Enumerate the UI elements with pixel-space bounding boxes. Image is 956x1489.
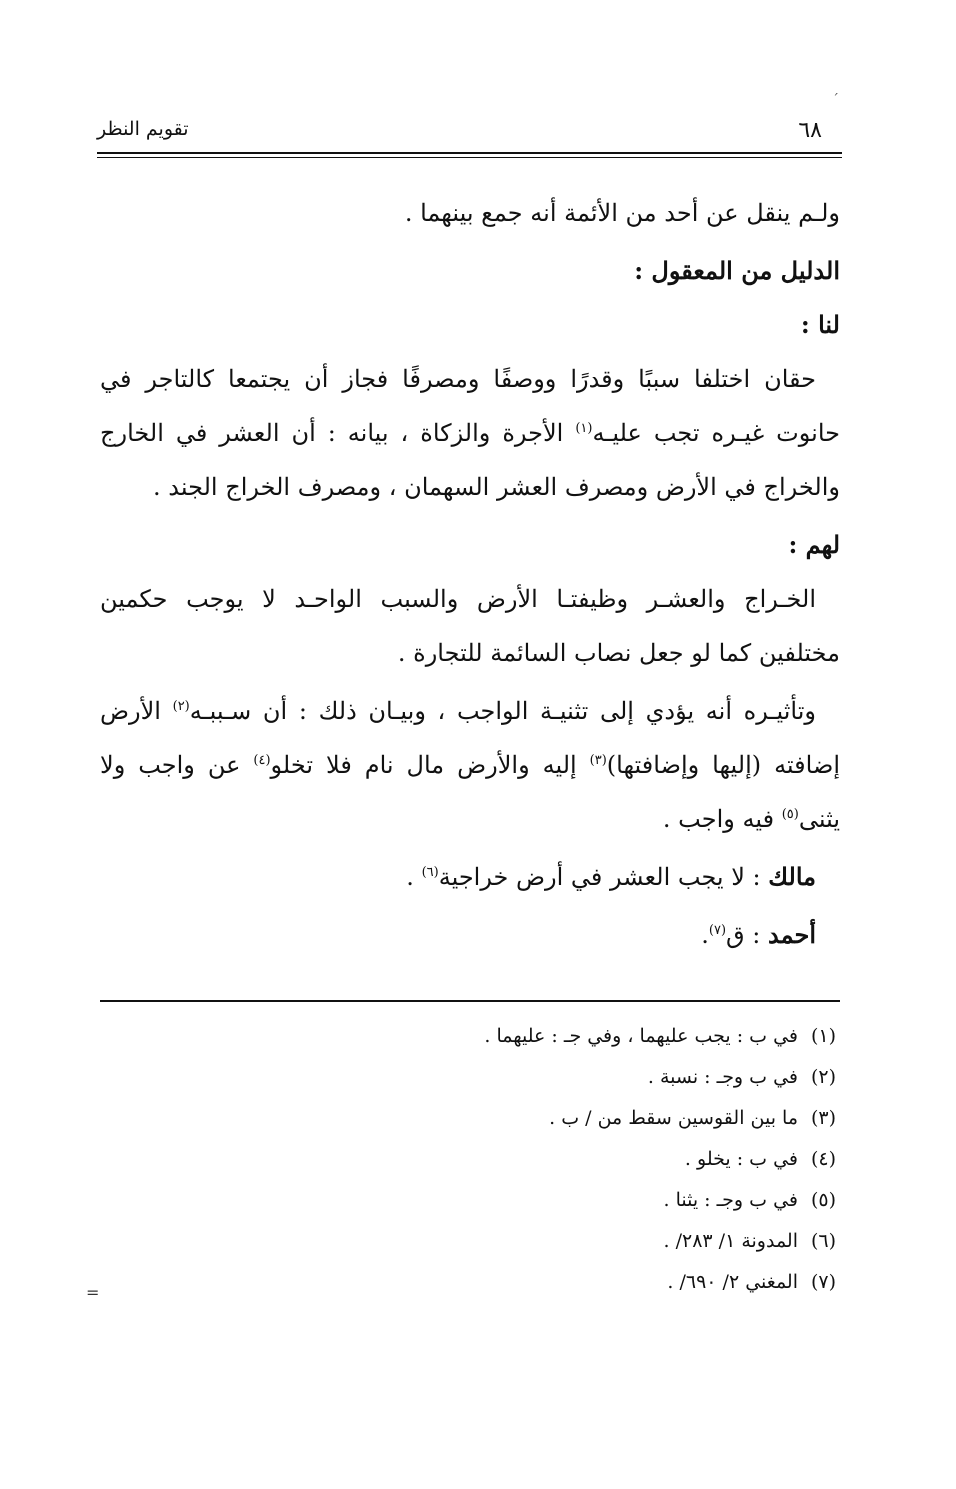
header-rule-thick [97, 152, 842, 154]
footnote-2 [100, 1057, 840, 1098]
paragraph-4-part-a: وتأثيـره أنه يؤدي إلى تثنيـة الواجب ، وبيـان ذلك : أن سـببـه [189, 697, 816, 725]
footnote-number: (٦) [810, 1230, 836, 1252]
paragraph-2-part-a: حقان اختلفا سببًا وقدرًا ووصفًا ومصرفًا فجاز أن يجتمعا كالتاجر في حانوت غيـره تجب عليـه [100, 365, 840, 447]
paragraph-4-part-c: إليه والأرض مال نام فلا تخلو [270, 751, 590, 779]
malik-text: : لا يجب العشر في أرض خراجية [438, 863, 769, 891]
footnote-number: (٣) [810, 1107, 836, 1129]
footnote-number: (٢) [810, 1066, 836, 1088]
running-title: تقويم النظر [97, 118, 189, 140]
page-number: ٦٨ [798, 118, 822, 143]
footnote-number: (١) [810, 1025, 836, 1047]
paragraph-1: ولـم ينقل عن أحد من الأئمة أنه جمع بينهما . [404, 199, 840, 227]
heading-lana: لنا : [800, 310, 840, 339]
paragraph-4-part-d: عن واجب ولا يثنى [100, 751, 840, 833]
paragraph-3: الخـراج والعشـر وظيفتـا الأرض والسبب الواحـد لا يوجب حكمين مختلفين كما لو جعل نصاب السائمة للتجارة . [100, 585, 840, 667]
footnote-5 [100, 1180, 840, 1221]
ahmad-opinion [100, 908, 840, 962]
paragraph-4 [100, 684, 840, 846]
footnote-3 [100, 1098, 840, 1139]
heading-rational-evidence: الدليل من المعقول : [634, 256, 840, 285]
malik-end: . [406, 863, 422, 891]
footnote-text: في ب وجـ : نسبة . [647, 1066, 798, 1088]
footnote-separator [100, 1000, 840, 1002]
heading-lahum: لهم : [788, 530, 840, 559]
footnote-number: (٧) [810, 1271, 836, 1293]
footnote-text: في ب : يخلو . [684, 1148, 798, 1170]
footnote-text: ما بين القوسين سقط من / ب . [549, 1107, 798, 1129]
footnote-1 [100, 1016, 840, 1057]
footnote-number: (٤) [810, 1148, 836, 1170]
footnote-ref-1: (١) [575, 421, 593, 436]
footnote-text: في ب : يجب عليهما ، وفي جـ : عليهما . [484, 1025, 798, 1047]
footnote-ref-3: (٣) [589, 753, 607, 768]
footnote-text: المغني ٢/ ٦٩٠/ . [667, 1271, 798, 1293]
paragraph-2-part-b: الأجرة والزكاة ، بيانه : أن العشر في الخارج والخراج في الأرض ومصرف العشر السهمان ، ومصرف الخراج الجند . [100, 419, 840, 501]
footnote-ref-7: (٧) [708, 923, 727, 938]
malik-label: مالك [768, 862, 816, 891]
footnote-ref-6: (٦) [421, 865, 439, 880]
running-header [97, 112, 842, 146]
footnote-number: (٥) [810, 1189, 836, 1211]
corner-tick: ˊ [832, 92, 839, 108]
footnotes [100, 1016, 840, 1303]
ahmad-label: أحمد [768, 920, 816, 949]
paragraph-2 [100, 352, 840, 514]
footnote-7 [100, 1262, 840, 1303]
footnote-ref-4: (٤) [253, 753, 271, 768]
main-text [100, 186, 840, 966]
malik-opinion [100, 850, 840, 904]
footnote-6 [100, 1221, 840, 1262]
left-margin-mark: = [86, 1283, 100, 1302]
header-rule-thin [97, 157, 842, 158]
paragraph-4-part-b: الأرض إضافته (إليها وإضافتها) [100, 697, 841, 779]
footnote-text: المدونة ١/ ٢٨٣/ . [663, 1230, 798, 1252]
ahmad-text: : ق [726, 921, 769, 949]
paragraph-4-part-e: فيه واجب . [662, 805, 782, 833]
footnote-ref-2: (٢) [172, 699, 190, 714]
footnote-ref-5: (٥) [781, 807, 799, 822]
footnote-4 [100, 1139, 840, 1180]
footnote-text: في ب وجـ : يثنا . [663, 1189, 798, 1211]
ahmad-end: . [701, 921, 709, 949]
